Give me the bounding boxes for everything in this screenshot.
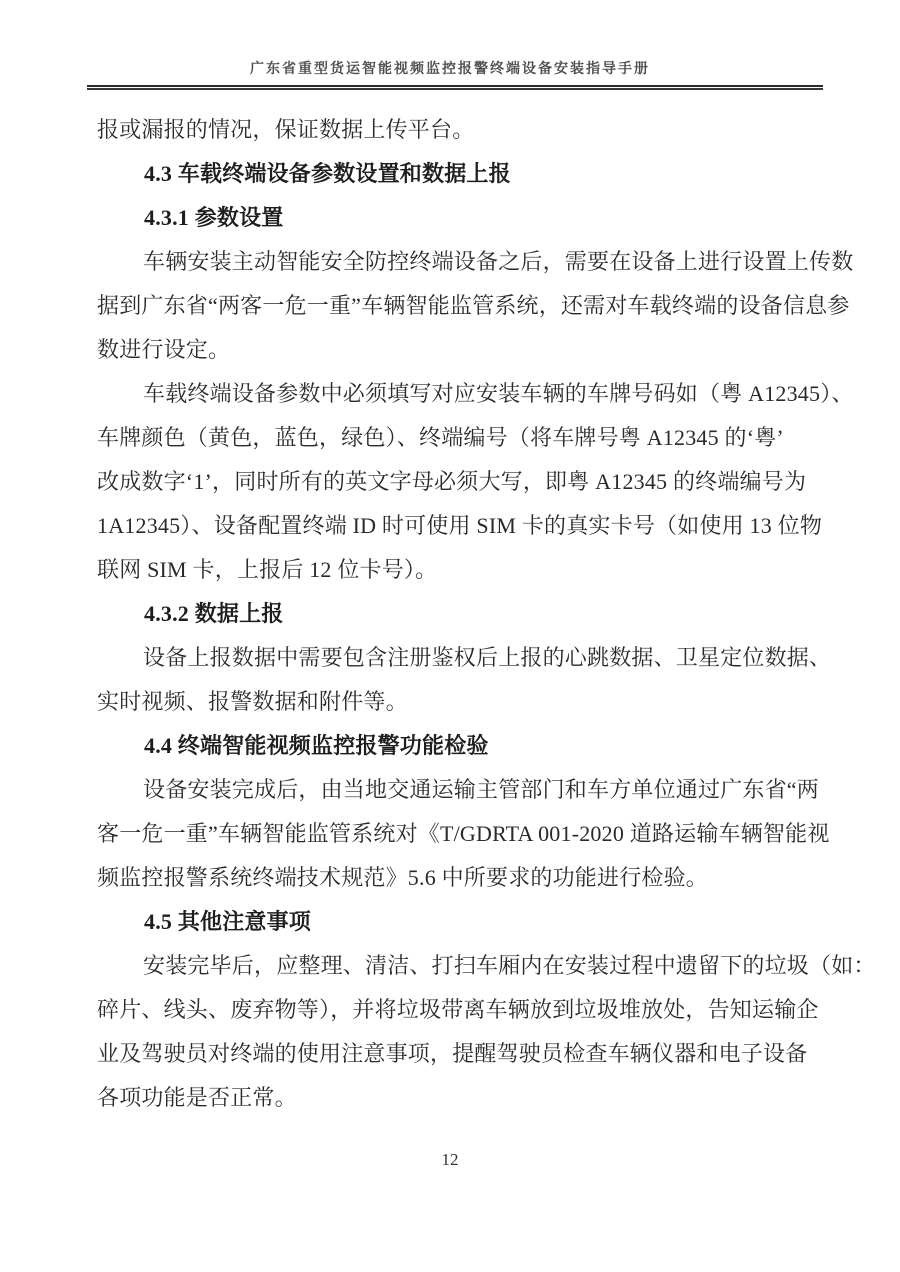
body-line: 据到广东省“两客一危一重”车辆智能监管系统，还需对车载终端的设备信息参	[97, 293, 850, 318]
heading-4-3: 4.3 车载终端设备参数设置和数据上报	[144, 161, 511, 186]
page-number: 12	[441, 1150, 459, 1169]
heading-4-5: 4.5 其他注意事项	[144, 909, 312, 934]
body-line: 1A12345）、设备配置终端 ID 时可使用 SIM 卡的真实卡号（如使用 13 位物	[97, 513, 823, 538]
body-line: 设备安装完成后，由当地交通运输主管部门和车方单位通过广东省“两	[143, 777, 819, 802]
body-line: 数进行设定。	[97, 337, 231, 362]
document-body	[97, 108, 876, 1120]
body-line: 联网 SIM 卡，上报后 12 位卡号）。	[97, 557, 438, 582]
header-divider-rule	[87, 85, 823, 90]
body-line: 各项功能是否正常。	[97, 1085, 297, 1110]
heading-4-3-1: 4.3.1 参数设置	[144, 205, 284, 230]
heading-4-4: 4.4 终端智能视频监控报警功能检验	[144, 733, 489, 758]
body-line: 车牌颜色（黄色，蓝色，绿色）、终端编号（将车牌号粤 A12345 的‘粤’	[97, 425, 784, 450]
body-line: 频监控报警系统终端技术规范》5.6 中所要求的功能进行检验。	[97, 865, 709, 890]
body-line: 改成数字‘1’，同时所有的英文字母必须大写，即粤 A12345 的终端编号为	[97, 469, 807, 494]
body-line: 安装完毕后，应整理、清洁、打扫车厢内在安装过程中遗留下的垃圾（如：	[143, 953, 876, 978]
heading-4-3-2: 4.3.2 数据上报	[144, 601, 284, 626]
body-line: 车载终端设备参数中必须填写对应安装车辆的车牌号码如（粤 A12345）、	[143, 381, 854, 406]
body-line: 报或漏报的情况，保证数据上传平台。	[97, 117, 475, 142]
body-line: 客一危一重”车辆智能监管系统对《T/GDRTA 001-2020 道路运输车辆智能视	[97, 821, 830, 846]
body-line: 设备上报数据中需要包含注册鉴权后上报的心跳数据、卫星定位数据、	[143, 645, 832, 670]
body-line: 车辆安装主动智能安全防控终端设备之后，需要在设备上进行设置上传数	[143, 249, 854, 274]
body-line: 碎片、线头、废弃物等），并将垃圾带离车辆放到垃圾堆放处，告知运输企	[97, 997, 819, 1022]
body-line: 实时视频、报警数据和附件等。	[97, 689, 408, 714]
page-header-title: 广东省重型货运智能视频监控报警终端设备安装指导手册	[250, 62, 650, 77]
body-line: 业及驾驶员对终端的使用注意事项，提醒驾驶员检查车辆仪器和电子设备	[97, 1041, 808, 1066]
